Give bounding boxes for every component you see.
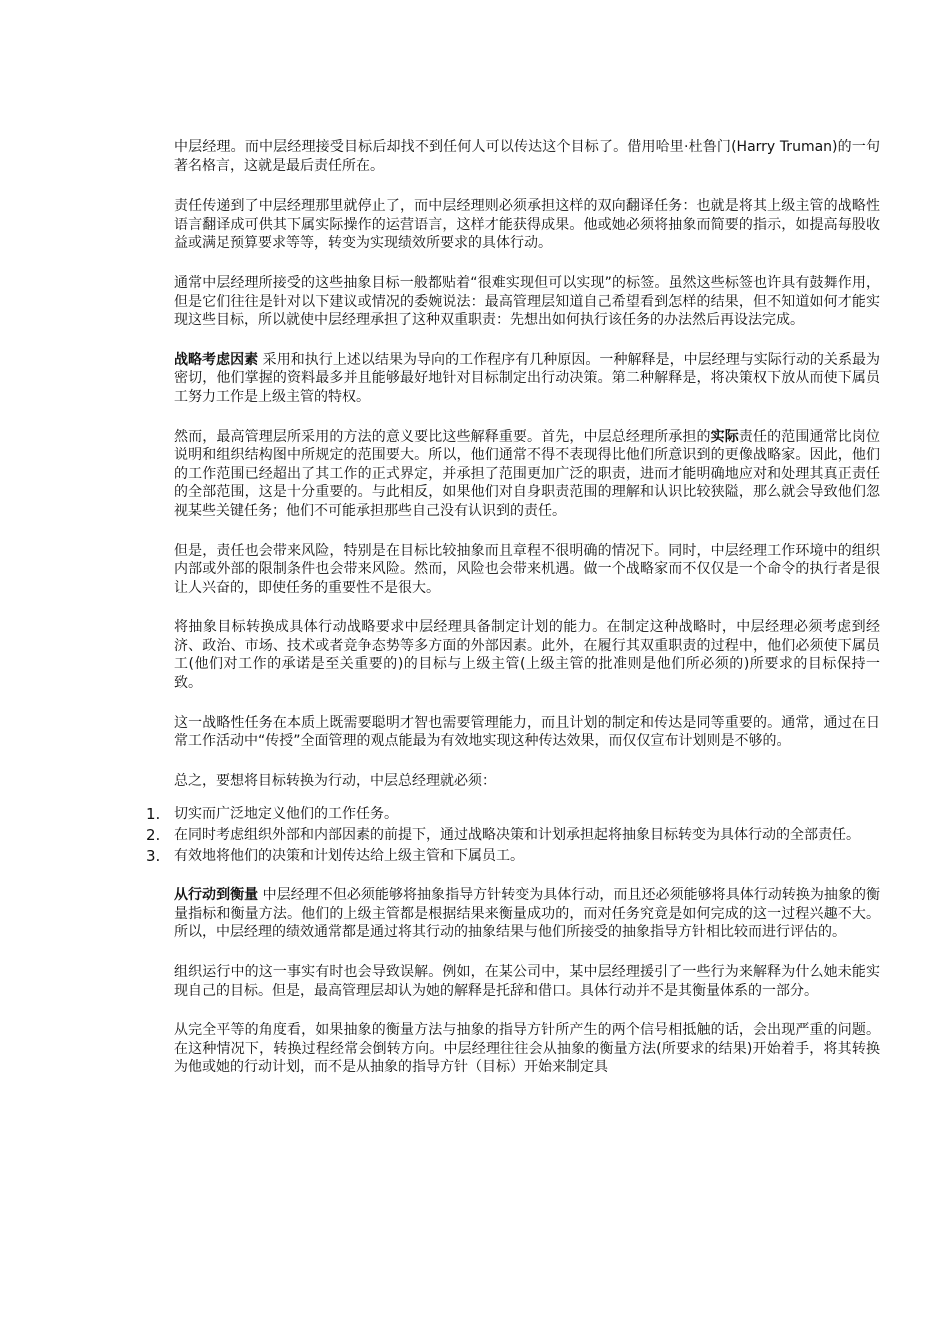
paragraph: 总之，要想将目标转换为行动，中层总经理就必须：	[174, 772, 496, 789]
list-item-text: 有效地将他们的决策和计划传达给上级主管和下属员工。	[174, 847, 524, 864]
paragraph: 通常中层经理所接受的这些抽象目标一般都贴着“很难实现但可以实现”的标签。虽然这些标签也许具有鼓舞作用，但是它们往往是针对以下建议或情况的委婉说法：最高管理层知道自己希望看到怎样的结果，但不知道如何才能实现这些目标，所以就使中层经理承担了这种双重职责：先想出如何执行该任务的办法然后再设法完成。	[174, 274, 880, 329]
section-heading: 战略考虑因素	[174, 351, 259, 368]
section-heading: 从行动到衡量	[174, 887, 259, 904]
numbered-list	[146, 805, 880, 865]
paragraph: 中层经理。而中层经理接受目标后却找不到任何人可以传达这个目标了。借用哈里·杜鲁门(Harry Truman)的一句著名格言，这就是最后责任所在。	[174, 139, 880, 174]
list-item	[146, 805, 880, 824]
list-item-text: 切实而广泛地定义他们的工作任务。	[174, 806, 398, 823]
list-item-text: 在同时考虑组织外部和内部因素的前提下，通过战略决策和计划承担起将抽象目标转变为具体行动的全部责任。	[174, 827, 860, 844]
document-body	[146, 138, 881, 1098]
paragraph	[174, 351, 880, 407]
paragraph: 这一战略性任务在本质上既需要聪明才智也需要管理能力，而且计划的制定和传达是同等重要的。通常，通过在日常工作活动中“传授”全面管理的观点能最为有效地实现这种传达效果，而仅仅宣布计划则是不够的。	[174, 714, 880, 750]
list-item	[146, 846, 880, 866]
paragraph: 但是，责任也会带来风险，特别是在目标比较抽象而且章程不很明确的情况下。同时，中层经理工作环境中的组织内部或外部的限制条件也会带来风险。然而，风险也会带来机遇。做一个战略家而不仅仅是一个命令的执行者是很让人兴奋的，即使任务的重要性不是很大。	[174, 542, 880, 596]
paragraph-text: 中层经理不但必须能够将抽象指导方针转变为具体行动，而且还必须能够将具体行动转换为抽象的衡量指标和衡量方法。他们的上级主管都是根据结果来衡量成功的，而对任务究竟是如何完成的这一过程兴趣不大。所以，中层经理的绩效通常都是通过将其行动的抽象结果与他们所接受的抽象指导方针相比较而进行评估的。	[174, 887, 880, 941]
list-number: 1.	[146, 805, 161, 824]
paragraph: 组织运行中的这一事实有时也会导致误解。例如，在某公司中，某中层经理援引了一些行为来解释为什么她未能实现自己的目标。但是，最高管理层却认为她的解释是托辞和借口。具体行动并不是其衡量体系的一部分。	[174, 964, 880, 999]
list-number: 3.	[146, 846, 161, 865]
paragraph-text: 责任的范围通常比岗位说明和组织结构图中所规定的范围要大。所以，他们通常不得不表现得比他们所意识到的更像战略家。因此，他们的工作范围已经超出了其工作的正式界定，并承担了范围更加广泛的职责，进而才能明确地应对和处理其真正责任的全部范围，这是十分重要的。与此相反，如果他们对自身职责范围的理解和认识比较狭隘，那么就会导致他们忽视某些关键任务；他们不可能承担那些自己没有认识到的责任。	[174, 428, 881, 519]
paragraph-text: 采用和执行上述以结果为导向的工作程序有几种原因。一种解释是，中层经理与实际行动的关系最为密切，他们掌握的资料最多并且能够最好地针对目标制定出行动决策。第二种解释是，将决策权下放从而使下属员工努力工作是上级主管的特权。	[174, 351, 880, 405]
paragraph: 将抽象目标转换成具体行动战略要求中层经理具备制定计划的能力。在制定这种战略时，中层经理必须考虑到经济、政治、市场、技术或者竞争态势等多方面的外部因素。此外，在履行其双重职责的过程中，他们必须使下属员工(他们对工作的承诺是至关重要的)的目标与上级主管(上级主管的批准则是他们所必须的)所要求的目标保持一致。	[174, 619, 880, 692]
paragraph: 责任传递到了中层经理那里就停止了，而中层经理则必须承担这样的双向翻译任务：也就是将其上级主管的战略性语言翻译成可供其下属实际操作的运营语言，这样才能获得成果。他或她必须将抽象而简要的指示，如提高每股收益或满足预算要求等等，转变为实现绩效所要求的具体行动。	[174, 198, 880, 252]
paragraph-text: 然而，最高管理层所采用的方法的意义要比这些解释重要。首先，中层总经理所承担的	[174, 428, 711, 445]
paragraph	[174, 428, 880, 521]
emphasis-word: 实际	[710, 428, 739, 445]
paragraph: 从完全平等的角度看，如果抽象的衡量方法与抽象的指导方针所产生的两个信号相抵触的话，会出现严重的问题。在这种情况下，转换过程经常会倒转方向。中层经理往往会从抽象的衡量方法(所要求的结果)开始着手，将其转换为他或她的行动计划，而不是从抽象的指导方针（目标）开始来制定具	[174, 1022, 880, 1076]
paragraph	[174, 886, 880, 942]
list-item	[146, 826, 880, 845]
list-number: 2.	[146, 826, 161, 845]
